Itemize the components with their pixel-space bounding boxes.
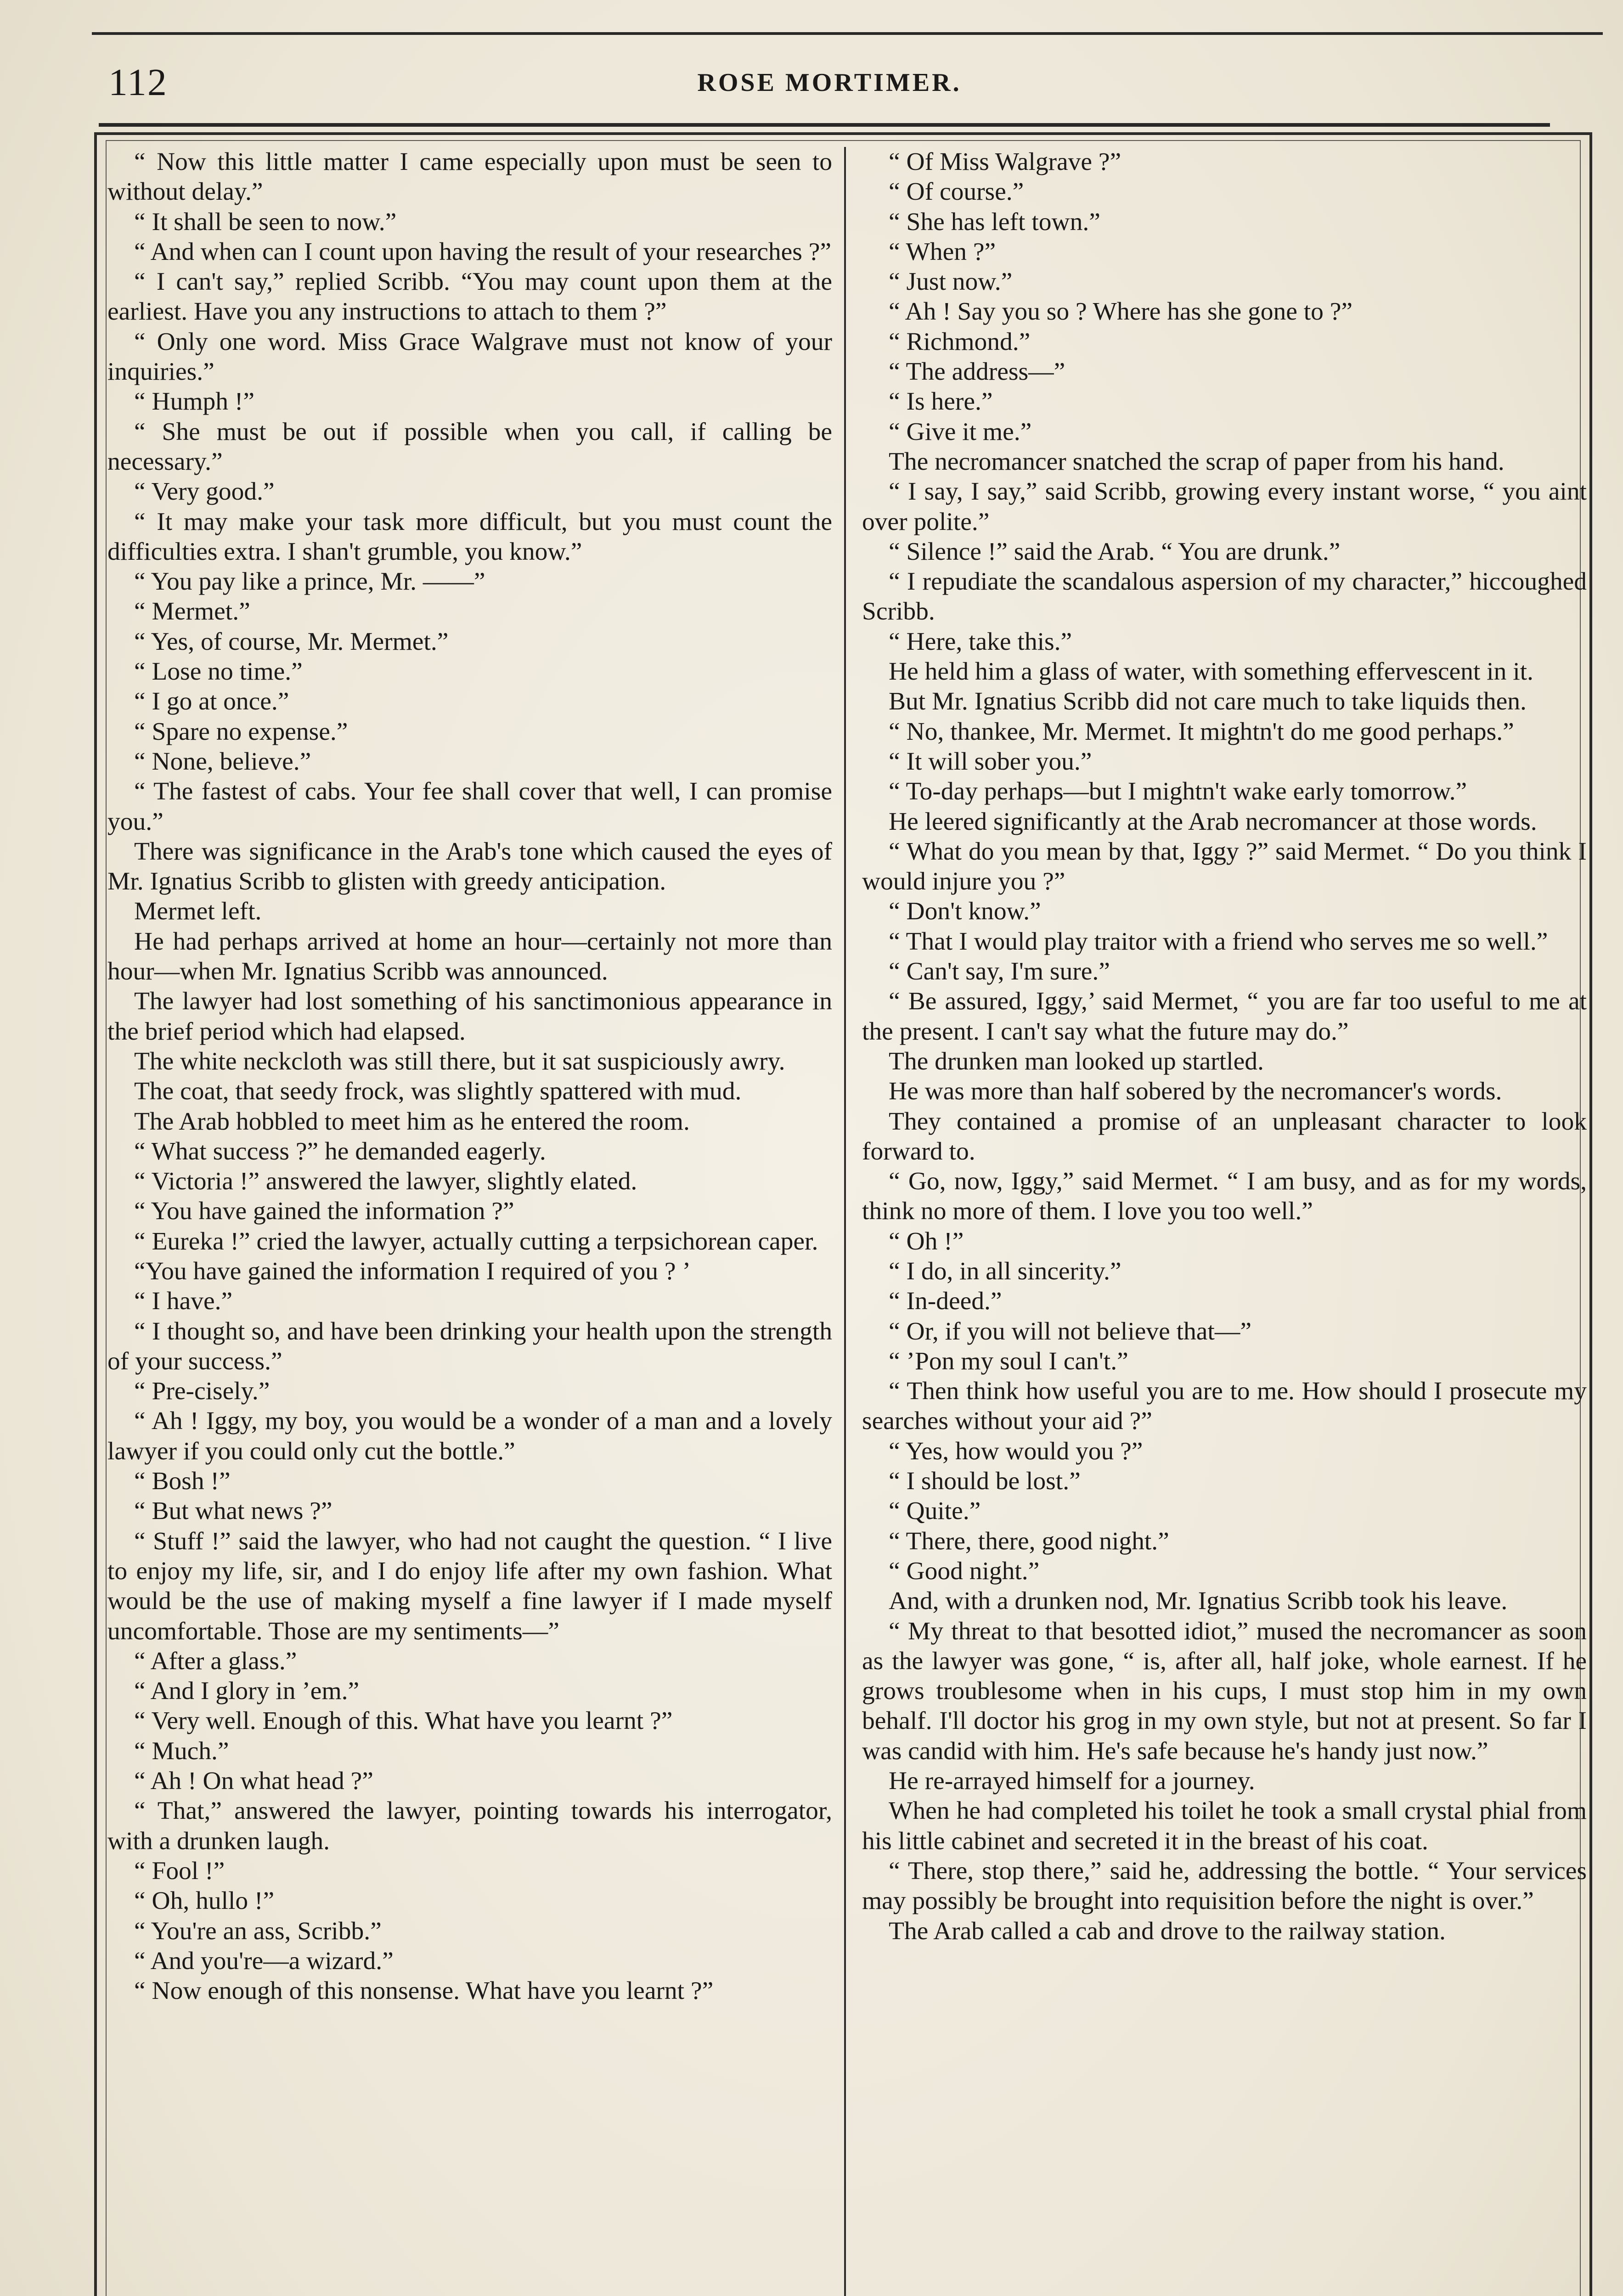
paragraph: “ Of course.” bbox=[889, 178, 1024, 206]
paragraph: “ It may make your task more difficult, but you must count the difficulties extra. I shan't grumble, you know.” bbox=[107, 507, 832, 566]
paragraph: “ I say, I say,” said Scribb, growing every instant worse, “ you aint over polite.” bbox=[862, 478, 1587, 536]
paragraph: “ It shall be seen to now.” bbox=[134, 208, 397, 236]
paragraph: “ Now this little matter I came especially upon must be seen to without delay.” bbox=[107, 148, 832, 206]
paragraph: The white neckcloth was still there, but it sat suspiciously awry. bbox=[134, 1047, 785, 1075]
paragraph: “ That I would play traitor with a friend who serves me so well.” bbox=[889, 927, 1548, 956]
paragraph: He held him a glass of water, with something effervescent in it. bbox=[889, 658, 1533, 686]
paragraph: They contained a promise of an unpleasant character to look forward to. bbox=[862, 1107, 1587, 1165]
paragraph: “ Very well. Enough of this. What have you learnt ?” bbox=[134, 1707, 673, 1735]
paragraph: “ Richmond.” bbox=[889, 327, 1031, 356]
paragraph: “ That,” answered the lawyer, pointing towards his interrogator, with a drunken laugh. bbox=[107, 1797, 832, 1855]
paragraph: “ And when can I count upon having the result of your researches ?” bbox=[134, 237, 832, 266]
paragraph: The necromancer snatched the scrap of paper from his hand. bbox=[889, 447, 1505, 476]
paragraph: He had perhaps arrived at home an hour—certainly not more than hour—when Mr. Ignatius Scribb was announced. bbox=[107, 927, 832, 986]
paragraph: “ I do, in all sincerity.” bbox=[889, 1257, 1121, 1285]
paragraph: “ Give it me.” bbox=[889, 417, 1032, 446]
paragraph: “ Victoria !” answered the lawyer, slightly elated. bbox=[134, 1167, 637, 1196]
paragraph: “ Quite.” bbox=[889, 1497, 981, 1525]
paragraph: “ None, believe.” bbox=[134, 747, 311, 776]
paragraph: “ Eureka !” cried the lawyer, actually cutting a terpsichorean caper. bbox=[134, 1227, 818, 1255]
paragraph: “ Very good.” bbox=[134, 478, 275, 506]
paragraph: “ Oh, hullo !” bbox=[134, 1887, 275, 1915]
paragraph: “ Don't know.” bbox=[889, 897, 1041, 926]
paragraph: “ When ?” bbox=[889, 237, 996, 266]
paragraph: But Mr. Ignatius Scribb did not care much to take liquids then. bbox=[889, 687, 1527, 716]
header-rule bbox=[99, 123, 1550, 127]
column-divider bbox=[844, 147, 846, 2296]
paragraph: “ Mermet.” bbox=[134, 597, 250, 626]
paragraph: “ What success ?” he demanded eagerly. bbox=[134, 1137, 546, 1165]
paragraph: “ Go, now, Iggy,” said Mermet. “ I am busy, and as for my words, think no more of them. I love you too well.” bbox=[862, 1167, 1587, 1226]
paragraph: “ I should be lost.” bbox=[889, 1467, 1081, 1496]
paragraph: “ She must be out if possible when you call, if calling be necessary.” bbox=[107, 417, 832, 476]
paragraph: “ There, there, good night.” bbox=[889, 1527, 1169, 1555]
paragraph: “ I repudiate the scandalous aspersion of my character,” hiccoughed Scribb. bbox=[862, 568, 1587, 626]
paragraph: “ My threat to that besotted idiot,” mused the necromancer as soon as the lawyer was gone, “ is, after all, half joke, whole earnest. If he grows troublesome when in his cups, I must stop him in my own behalf. I'll doctor his grog in my own style, but not at present. So far I was candid with him. He's safe because he's handy just now.” bbox=[862, 1617, 1587, 1765]
paragraph: He leered significantly at the Arab necromancer at those words. bbox=[889, 807, 1537, 836]
paragraph: “ Pre-cisely.” bbox=[134, 1377, 270, 1406]
paragraph: “ And I glory in ’em.” bbox=[134, 1677, 360, 1705]
paragraph: “ Much.” bbox=[134, 1737, 229, 1765]
paragraph: “ I have.” bbox=[134, 1287, 233, 1316]
paragraph: “ Bosh !” bbox=[134, 1467, 231, 1496]
paragraph: The coat, that seedy frock, was slightly spattered with mud. bbox=[134, 1077, 742, 1106]
paragraph: “ You pay like a prince, Mr. ——” bbox=[134, 568, 485, 596]
paragraph: “ Spare no expense.” bbox=[134, 717, 348, 746]
paragraph: “ Here, take this.” bbox=[889, 627, 1072, 656]
paragraph: “ She has left town.” bbox=[889, 208, 1100, 236]
paragraph: “ I go at once.” bbox=[134, 687, 289, 716]
paragraph: “ The address—” bbox=[889, 358, 1065, 386]
paragraph: “ Then think how useful you are to me. How should I prosecute my searches without your aid ?” bbox=[862, 1377, 1587, 1435]
paragraph: He was more than half sobered by the necromancer's words. bbox=[889, 1077, 1502, 1106]
paragraph: “ What do you mean by that, Iggy ?” said Mermet. “ Do you think I would injure you ?” bbox=[862, 837, 1587, 896]
paragraph: When he had completed his toilet he took a small crystal phial from his little cabinet and secreted it in the breast of his coat. bbox=[862, 1797, 1587, 1855]
paragraph: There was significance in the Arab's tone which caused the eyes of Mr. Ignatius Scribb to glisten with greedy anticipation. bbox=[107, 837, 832, 896]
paragraph: “ You have gained the information ?” bbox=[134, 1197, 514, 1226]
paragraph: “ It will sober you.” bbox=[889, 747, 1092, 776]
paragraph: “ There, stop there,” said he, addressing the bottle. “ Your services may possibly be brought into requisition before the night is over.” bbox=[862, 1857, 1587, 1915]
paragraph: “ Stuff !” said the lawyer, who had not caught the question. “ I live to enjoy my life, sir, and I do enjoy life after my own fashion. What would be the use of making myself a fine lawyer if I made myself uncomfortable. Those are my sentiments—” bbox=[107, 1527, 832, 1645]
paragraph: “ Or, if you will not believe that—” bbox=[889, 1317, 1251, 1345]
paragraph: “ Yes, how would you ?” bbox=[889, 1437, 1143, 1465]
running-title: ROSE MORTIMER. bbox=[697, 68, 962, 97]
paragraph: “ ’Pon my soul I can't.” bbox=[889, 1347, 1128, 1375]
paragraph: “ Lose no time.” bbox=[134, 658, 303, 686]
paragraph: “ Oh !” bbox=[889, 1227, 964, 1255]
paragraph: “ Of Miss Walgrave ?” bbox=[889, 148, 1121, 176]
paragraph: “ Silence !” said the Arab. “ You are drunk.” bbox=[889, 537, 1341, 566]
paragraph: The Arab hobbled to meet him as he entered the room. bbox=[134, 1107, 690, 1136]
paragraph: “ I can't say,” replied Scribb. “You may count upon them at the earliest. Have you any instructions to attach to them ?” bbox=[107, 268, 832, 326]
paragraph: “ You're an ass, Scribb.” bbox=[134, 1917, 382, 1945]
paragraph: “ Good night.” bbox=[889, 1557, 1040, 1585]
paragraph: “ No, thankee, Mr. Mermet. It mightn't do me good perhaps.” bbox=[889, 717, 1514, 746]
paragraph: “ I thought so, and have been drinking your health upon the strength of your success.” bbox=[107, 1317, 832, 1375]
paragraph: “ And you're—a wizard.” bbox=[134, 1947, 394, 1975]
paragraph: The lawyer had lost something of his sanctimonious appearance in the brief period which had elapsed. bbox=[107, 987, 832, 1046]
paragraph: “ Only one word. Miss Grace Walgrave must not know of your inquiries.” bbox=[107, 327, 832, 386]
paragraph: “ Be assured, Iggy,’ said Mermet, “ you are far too useful to me at the present. I can't say what the future may do.” bbox=[862, 987, 1587, 1046]
paragraph: “ Can't say, I'm sure.” bbox=[889, 957, 1110, 986]
paragraph: He re-arrayed himself for a journey. bbox=[889, 1767, 1255, 1795]
paragraph: “ To-day perhaps—but I mightn't wake early tomorrow.” bbox=[889, 777, 1467, 806]
left-column bbox=[107, 147, 832, 2006]
paragraph: “ Humph !” bbox=[134, 388, 254, 416]
paragraph: “ Is here.” bbox=[889, 388, 993, 416]
paragraph: “ Ah ! On what head ?” bbox=[134, 1767, 373, 1795]
paragraph: “ The fastest of cabs. Your fee shall cover that well, I can promise you.” bbox=[107, 777, 832, 836]
paragraph: “ After a glass.” bbox=[134, 1647, 297, 1675]
paragraph: Mermet left. bbox=[134, 897, 262, 926]
paragraph: “ But what news ?” bbox=[134, 1497, 332, 1525]
top-rule bbox=[92, 32, 1603, 35]
paragraph: “ In-deed.” bbox=[889, 1287, 1002, 1316]
paragraph: The Arab called a cab and drove to the railway station. bbox=[889, 1917, 1446, 1945]
page-header bbox=[108, 57, 1550, 108]
paragraph: “ Ah ! Iggy, my boy, you would be a wonder of a man and a lovely lawyer if you could only cut the bottle.” bbox=[107, 1407, 832, 1465]
paragraph: “You have gained the information I required of you ? ’ bbox=[134, 1257, 691, 1285]
paragraph: “ Just now.” bbox=[889, 268, 1013, 296]
page-number: 112 bbox=[108, 61, 168, 104]
paragraph: And, with a drunken nod, Mr. Ignatius Scribb took his leave. bbox=[889, 1587, 1508, 1615]
paragraph: “ Now enough of this nonsense. What have you learnt ?” bbox=[134, 1977, 714, 2005]
paragraph: “ Ah ! Say you so ? Where has she gone to ?” bbox=[889, 298, 1353, 326]
right-column bbox=[862, 147, 1587, 1946]
paragraph: “ Fool !” bbox=[134, 1857, 225, 1885]
paragraph: “ Yes, of course, Mr. Mermet.” bbox=[134, 627, 449, 656]
paragraph: The drunken man looked up startled. bbox=[889, 1047, 1264, 1075]
